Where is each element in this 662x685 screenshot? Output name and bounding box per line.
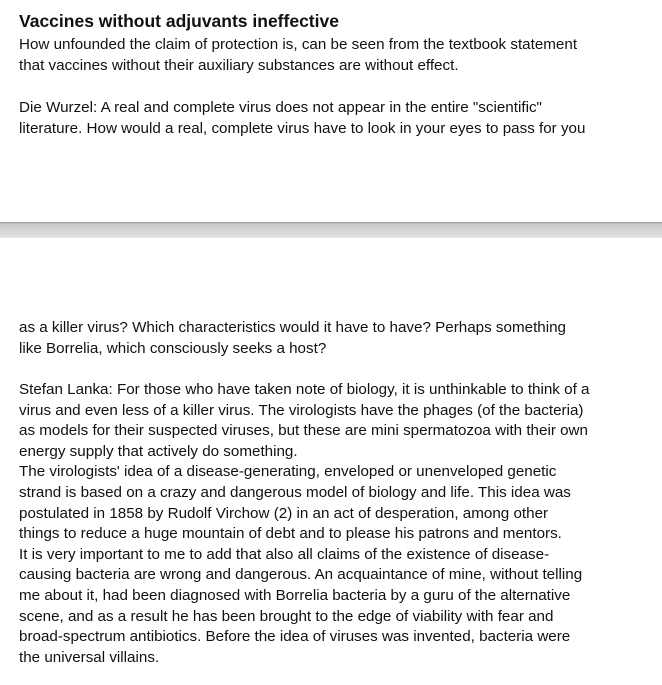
document-page-top <box>0 0 662 222</box>
text-line: me about it, had been diagnosed with Borrelia bacteria by a guru of the alternative <box>19 586 571 604</box>
text-line: postulated in 1858 by Rudolf Virchow (2) in an act of desperation, among other <box>19 504 549 522</box>
text-line: causing bacteria are wrong and dangerous. An acquaintance of mine, without telling <box>19 566 583 584</box>
answer-paragraph <box>19 380 589 668</box>
text-line: It is very important to me to add that also all claims of the existence of disease- <box>19 545 550 563</box>
text-line: like Borrelia, which consciously seeks a host? <box>19 339 327 357</box>
intro-paragraph <box>19 35 577 76</box>
text-line: as models for their suspected viruses, but these are mini spermatozoa with their own <box>19 422 588 440</box>
text-line: that vaccines without their auxiliary substances are without effect. <box>19 56 459 74</box>
text-line: scene, and as a result he has been brought to the edge of viability with fear and <box>19 607 554 625</box>
text-line: strand is based on a crazy and dangerous model of biology and life. This idea was <box>19 483 571 501</box>
text-line: as a killer virus? Which characteristics would it have to have? Perhaps something <box>19 319 567 336</box>
interview-question-paragraph <box>19 98 585 139</box>
text-line: energy supply that actively do something. <box>19 442 298 460</box>
page-break-divider <box>0 222 662 238</box>
text-line: broad-spectrum antibiotics. Before the idea of viruses was invented, bacteria were <box>19 628 571 646</box>
text-line: Die Wurzel: A real and complete virus does not appear in the entire "scientific" <box>19 99 542 116</box>
text-line: literature. How would a real, complete virus have to look in your eyes to pass for you <box>19 119 586 137</box>
section-heading: Vaccines without adjuvants ineffective <box>19 11 339 31</box>
text-line: things to reduce a huge mountain of debt and to please his patrons and mentors. <box>19 525 562 543</box>
text-line: the universal villains. <box>19 648 160 666</box>
text-line: The virologists' idea of a disease-generating, enveloped or unenveloped genetic <box>19 463 557 481</box>
text-line: virus and even less of a killer virus. The virologists have the phages (of the bacteria) <box>19 401 584 419</box>
text-line: How unfounded the claim of protection is, can be seen from the textbook statement <box>19 36 578 53</box>
text-line: Stefan Lanka: For those who have taken note of biology, it is unthinkable to think of a <box>19 381 590 398</box>
question-continuation-paragraph <box>19 318 566 359</box>
